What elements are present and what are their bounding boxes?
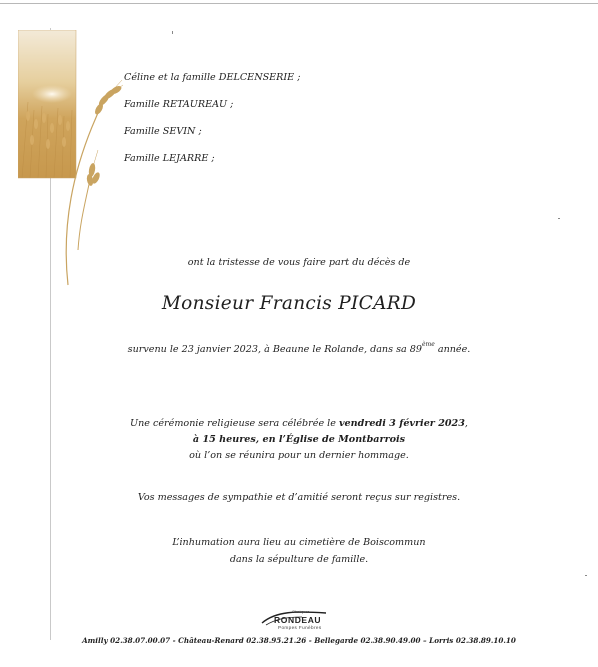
logo-brand: RONDEAU [274,615,322,625]
deceased-name: Monsieur Francis PICARD [161,293,417,314]
condolence-messages-line: Vos messages de sympathie et d’amitié seront reçus sur registres. [137,492,461,503]
announcement-intro: ont la tristesse de vous faire part du décès de [187,257,411,268]
logo-small-text: Obsèques [292,610,310,614]
ceremony-gathering-line: où l’on se réunira pour un dernier hommage. [189,450,409,461]
family-line: Famille SEVIN ; [124,126,202,137]
family-line: Famille RETAUREAU ; [124,99,234,110]
scan-speck [585,575,587,576]
logo-tagline: Pompes Funèbres [278,625,322,630]
death-details: survenu le 23 janvier 2023, à Beaune le Rolande, dans sa 89ème année. [127,341,471,355]
burial-line-1: L’inhumation aura lieu au cimetière de Boiscommun [172,537,426,548]
scan-top-border [0,3,598,4]
scan-speck [172,31,173,34]
family-list [124,72,300,180]
wheat-field-illustration [18,30,123,290]
burial-line-2: dans la sépulture de famille. [229,554,369,565]
footer-contacts: Amilly 02.38.07.00.07 - Château-Renard 02.38.95.21.26 - Bellegarde 02.38.90.49.00 – Lorris 02.38.89.10.10 [82,636,516,645]
scan-speck [558,218,560,219]
family-line: Famille LEJARRE ; [124,153,215,164]
ceremony-location-line: à 15 heures, en l’Église de Montbarrois [192,434,406,445]
ceremony-date-line: Une cérémonie religieuse sera célébrée le vendredi 3 février 2023, [130,418,468,429]
family-line: Céline et la famille DELCENSERIE ; [124,72,301,83]
funeral-home-logo [256,609,328,635]
